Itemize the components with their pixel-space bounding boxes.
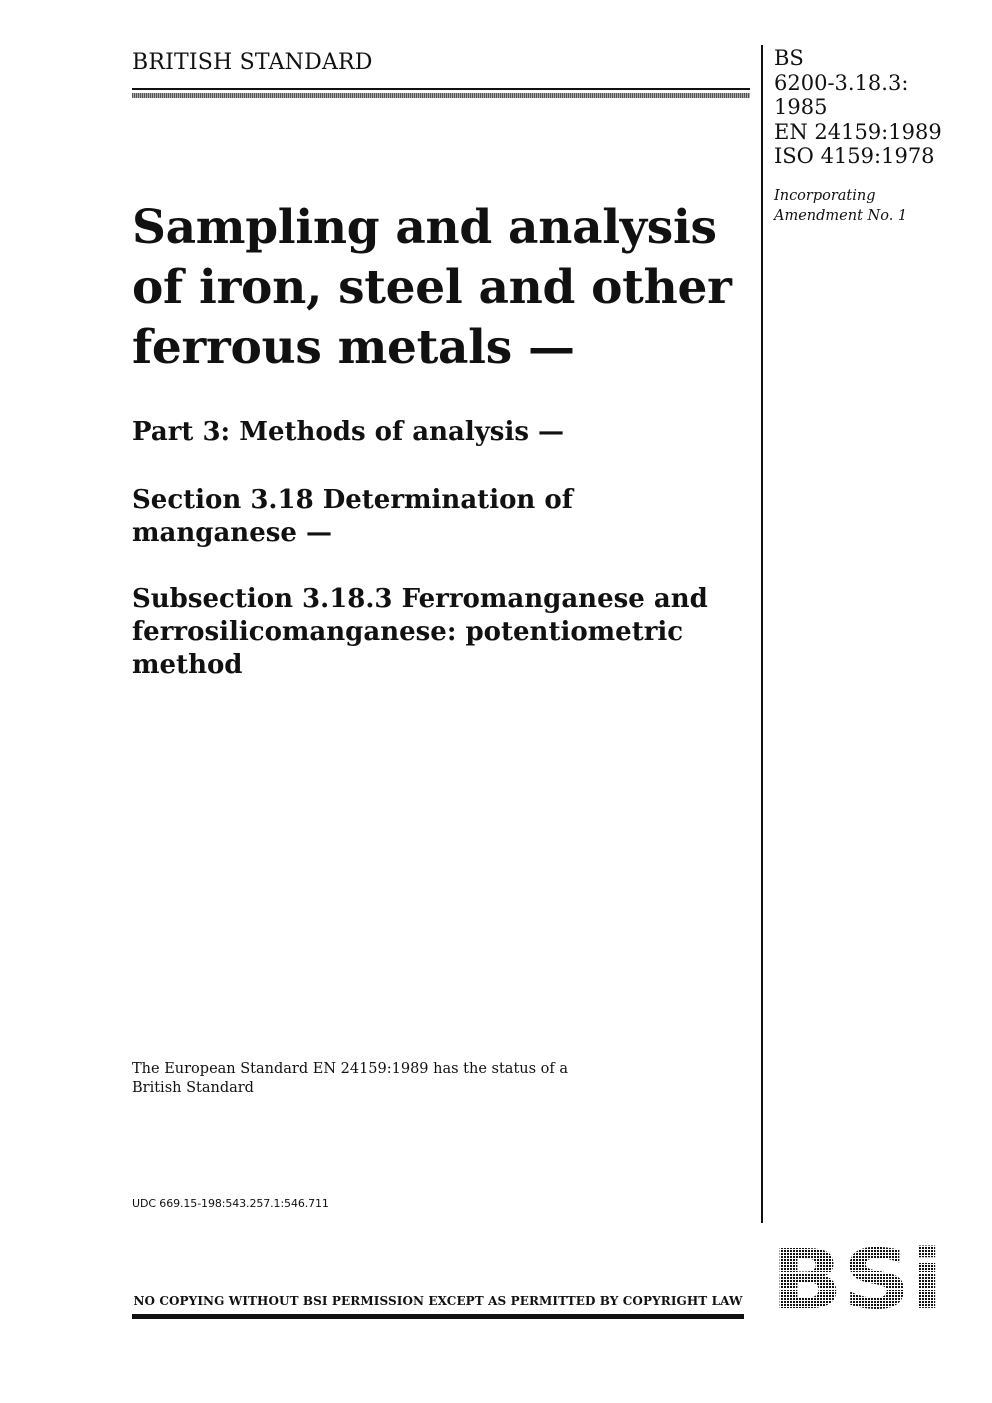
bs-year: 1985 bbox=[774, 95, 828, 119]
amendment-note bbox=[774, 186, 984, 226]
header-rule-thin bbox=[132, 88, 750, 90]
logo-stripe-2 bbox=[769, 1288, 945, 1290]
subsection-line-1: Subsection 3.18.3 Ferromanganese and bbox=[132, 584, 708, 614]
amendment-line-2: Amendment No. 1 bbox=[774, 208, 908, 224]
standard-identifiers bbox=[774, 46, 984, 169]
bs-number: 6200-3.18.3: bbox=[774, 70, 909, 95]
section-line-1: Section 3.18 Determination of bbox=[132, 485, 573, 515]
title-line-1: Sampling and analysis bbox=[132, 200, 717, 255]
part-line-1: Part 3: Methods of analysis — bbox=[132, 417, 565, 447]
iso-number: ISO 4159:1978 bbox=[774, 144, 935, 168]
bs-prefix: BS bbox=[774, 46, 804, 70]
part-heading bbox=[132, 416, 752, 449]
section-heading bbox=[132, 484, 752, 550]
bsi-logo bbox=[769, 1244, 945, 1314]
subsection-heading bbox=[132, 583, 752, 682]
status-note bbox=[132, 1060, 612, 1098]
header-rule bbox=[132, 88, 750, 98]
subsection-line-2: ferrosilicomanganese: potentiometric bbox=[132, 617, 684, 647]
amendment-line-1: Incorporating bbox=[774, 188, 876, 204]
logo-stripe-1 bbox=[769, 1272, 945, 1274]
vertical-divider bbox=[761, 45, 763, 1223]
section-line-2: manganese — bbox=[132, 518, 332, 548]
title-line-2: of iron, steel and other bbox=[132, 260, 732, 315]
subsection-line-3: method bbox=[132, 650, 243, 680]
udc-code: UDC 669.15-198:543.257.1:546.711 bbox=[132, 1197, 329, 1210]
status-line-1: The European Standard EN 24159:1989 has the status of a bbox=[132, 1061, 569, 1077]
header-rule-grey bbox=[132, 93, 750, 98]
bottom-rule bbox=[132, 1314, 744, 1319]
title-line-3: ferrous metals — bbox=[132, 320, 575, 375]
document-title bbox=[132, 198, 752, 378]
header-label: BRITISH STANDARD bbox=[132, 50, 373, 75]
copyright-notice: NO COPYING WITHOUT BSI PERMISSION EXCEPT AS PERMITTED BY COPYRIGHT LAW bbox=[133, 1294, 743, 1308]
en-number: EN 24159:1989 bbox=[774, 119, 942, 144]
status-line-2: British Standard bbox=[132, 1080, 254, 1096]
logo-fill bbox=[769, 1244, 945, 1314]
